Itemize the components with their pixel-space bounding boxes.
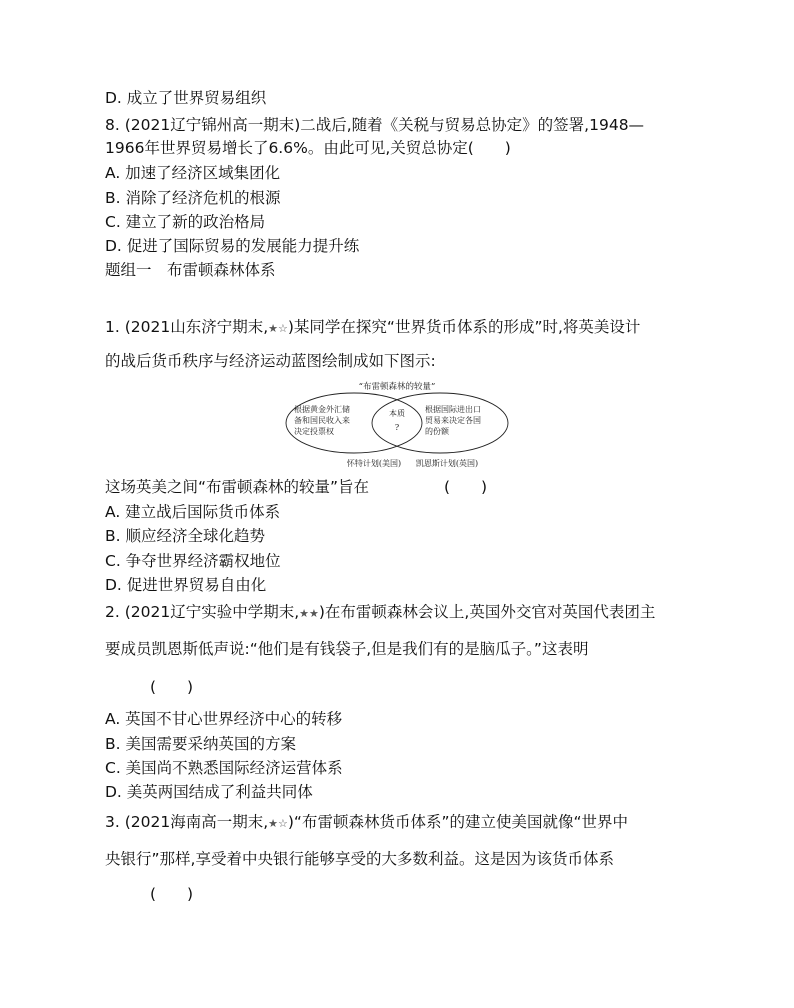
venn-diagram [272, 378, 522, 473]
difficulty-stars-icon: ★★ [299, 607, 319, 620]
right-text-3: 的份额 [425, 427, 449, 436]
left-text-1: 根据黄金外汇储 [294, 405, 350, 414]
question-8-stem-line1: 8. (2021辽宁锦州高一期末)二战后,随着《关税与贸易总协定》的签署,1948— [105, 116, 645, 134]
question-8-stem-line2: 1966年世界贸易增长了6.6%。由此可见,关贸总协定( ) [105, 139, 511, 157]
center-text-1: 本质 [389, 409, 405, 418]
diagram-title: “布雷顿森林的较量” [358, 382, 436, 392]
question-8-option-b: B. 消除了经济危机的根源 [105, 189, 281, 207]
question-1-option-a: A. 建立战后国际货币体系 [105, 503, 281, 521]
question-2-answer-paren: ( ) [150, 678, 194, 696]
question-8-option-d: D. 促进了国际贸易的发展能力提升练 [105, 237, 360, 255]
question-2-stem-line2: 要成员凯恩斯低声说:“他们是有钱袋子,但是我们有的是脑瓜子。”这表明 [105, 640, 589, 658]
question-1-option-b: B. 顺应经济全球化趋势 [105, 527, 265, 545]
question-3-stem-text: )“布雷顿森林货币体系”的建立使美国就像“世界中 [287, 813, 629, 831]
difficulty-stars-icon: ★☆ [268, 322, 288, 335]
question-8-option-c: C. 建立了新的政治格局 [105, 213, 266, 231]
question-3-source: 3. (2021海南高一期末, [105, 813, 269, 831]
center-text-2: ? [394, 423, 400, 432]
right-text-2: 贸易来决定各国 [425, 416, 481, 425]
question-3-stem-line1 [105, 812, 628, 834]
question-2-option-b: B. 美国需要采纳英国的方案 [105, 735, 296, 753]
right-text-1: 根据国际进出口 [425, 405, 481, 414]
difficulty-stars-icon: ★☆ [268, 817, 288, 830]
question-2-source: 2. (2021辽宁实验中学期末, [105, 603, 300, 621]
question-2-option-d: D. 美英两国结成了利益共同体 [105, 783, 313, 801]
question-1-answer-paren: ( ) [444, 478, 488, 496]
question-2-stem-text: )在布雷顿森林会议上,英国外交官对英国代表团主 [318, 603, 656, 621]
left-ellipse-label: 怀特计划(美国) [346, 459, 402, 468]
question-1-stem-line1 [105, 317, 640, 339]
question-2-option-a: A. 英国不甘心世界经济中心的转移 [105, 710, 343, 728]
question-1-stem-line3: 这场英美之间“布雷顿森林的较量”旨在 [105, 478, 370, 496]
left-text-2: 备和国民收入来 [294, 416, 350, 425]
question-8-option-a: A. 加速了经济区域集团化 [105, 164, 281, 182]
question-1-stem-line2: 的战后货币秩序与经济运动蓝图绘制成如下图示: [105, 352, 436, 370]
question-3-stem-line2: 央银行”那样,享受着中央银行能够享受的大多数利益。这是因为该货币体系 [105, 850, 614, 868]
question-2-option-c: C. 美国尚不熟悉国际经济运营体系 [105, 759, 343, 777]
question-1-stem-text: )某同学在探究“世界货币体系的形成”时,将英美设计 [287, 318, 641, 336]
question-2-stem-line1 [105, 602, 655, 624]
question-1-option-c: C. 争夺世界经济霸权地位 [105, 552, 281, 570]
question-1-option-d: D. 促进世界贸易自由化 [105, 576, 267, 594]
section-title: 题组一 布雷顿森林体系 [105, 261, 276, 279]
right-ellipse-label: 凯恩斯计划(英国) [415, 459, 479, 468]
question-3-answer-paren: ( ) [150, 885, 194, 903]
left-text-3: 决定投票权 [294, 427, 334, 436]
question-1-source: 1. (2021山东济宁期末, [105, 318, 269, 336]
q7-option-d: D. 成立了世界贸易组织 [105, 89, 267, 107]
